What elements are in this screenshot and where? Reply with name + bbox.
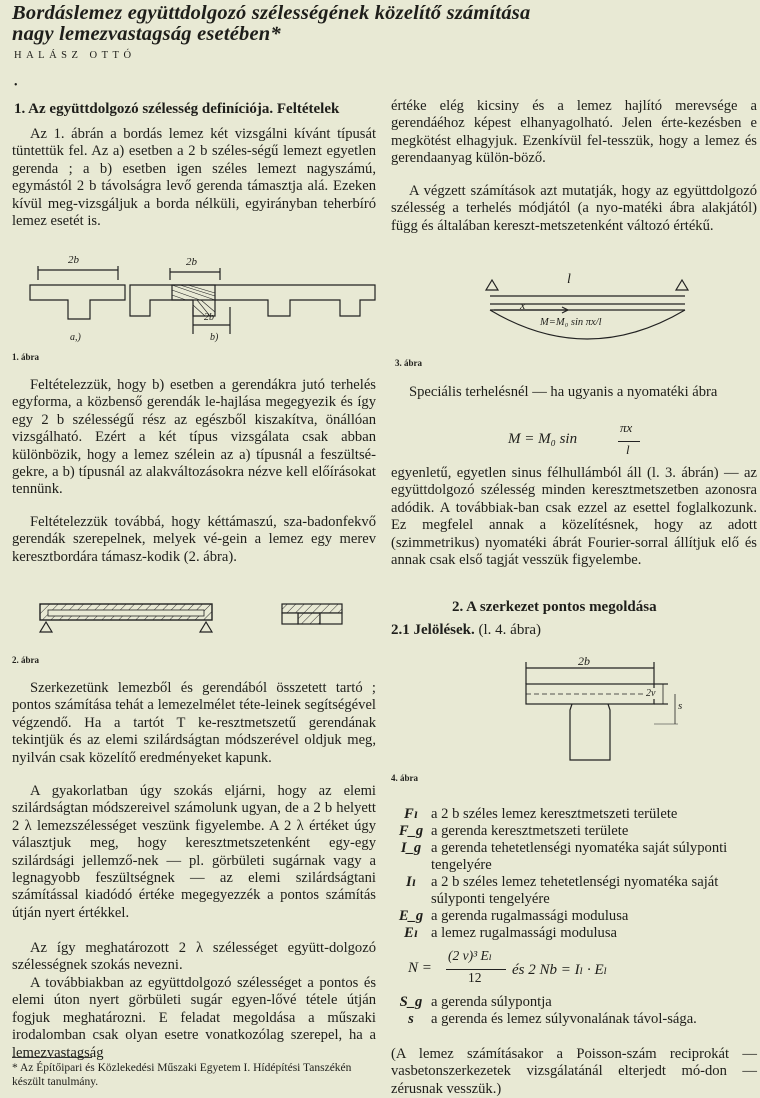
figure-2 [30, 598, 360, 642]
author: HALÁSZ OTTÓ [14, 50, 136, 61]
symbol-description: a lemez rugalmassági modulusa [431, 925, 618, 941]
fig4-label-2v: 2v [646, 688, 656, 699]
paragraph-9: A végzett számítások azt mutatják, hogy az együttdolgozó szélesség a terhelés módjától (a nyo-matéki ábra alakjától) függ és általában kereszt-metszetenként változó értékű. [391, 183, 757, 234]
figure-4-drawing [520, 654, 700, 770]
symbol-name: E_g [398, 908, 424, 924]
symbol-row [391, 994, 757, 1012]
paragraph-11: egyenletű, egyetlen sinus félhullámból áll (l. 3. ábrán) — az együttdolgozó szélesség minden keresztmetszetben azonosra adódik. A továbbiak-ban csak ezzel az esettel foglalkozunk. Ez megfelel annak a közelítésnek, hogy az adott (szimmetrikus) nyomatéki ábrát Fourier-sorral állítjuk elő és annak csak első tagját vesszük figyelembe. [391, 465, 757, 569]
symbol-name: I_g [400, 840, 422, 856]
figure-2-drawing [30, 598, 360, 642]
eq2-lhs: N = [408, 960, 432, 976]
symbol-description: a gerenda súlypontja [431, 994, 552, 1010]
section-2-heading: 2. A szerkezet pontos megoldása [452, 599, 657, 615]
title-line-1: Bordáslemez együttdolgozó szélességének közelítő számítása [12, 2, 531, 24]
symbol-description: a gerenda és lemez súlyvonalának távol-sága. [431, 1011, 697, 1027]
symbol-name: S_g [399, 994, 423, 1010]
fig1-label-2b-b: 2b [186, 256, 197, 268]
eq1-lhs: M = M₀ sin [508, 431, 578, 447]
symbol-row [391, 925, 757, 943]
figure-4-caption: 4. ábra [391, 773, 418, 783]
figure-3-caption: 3. ábra [395, 358, 422, 368]
symbol-description: a 2 b széles lemez tehetetlenségi nyomatéka saját súlyponti tengelyére [431, 874, 719, 907]
eq2-rest: és 2 Nb = Iₗ · Eₗ [512, 962, 608, 978]
fig1-label-2b-c: 2b [204, 312, 214, 323]
symbol-description: a 2 b széles lemez keresztmetszeti területe [431, 806, 678, 822]
symbol-row [391, 1011, 757, 1045]
footnote-rule [12, 1057, 92, 1058]
figure-1-caption: 1. ábra [12, 352, 39, 362]
equation-1 [508, 420, 668, 464]
figure-1 [10, 250, 380, 350]
figure-2-caption: 2. ábra [12, 655, 39, 665]
eq1-numerator: πx [620, 420, 633, 435]
symbol-name: Iₗ [406, 874, 416, 890]
symbol-name: Eₗ [404, 925, 418, 941]
fig4-label-2b: 2b [578, 654, 590, 668]
section-2-1-ref: (l. 4. ábra) [478, 622, 541, 638]
symbol-row [391, 908, 757, 926]
symbol-description: a gerenda tehetetlenségi nyomatéka saját súlyponti tengelyére [431, 840, 728, 873]
paragraph-6: Az így meghatározott 2 λ szélességet együtt-dolgozó szélességnek szokás nevezni. [12, 940, 376, 974]
section-2-1-heading [391, 622, 541, 639]
symbol-description: a gerenda rugalmassági modulusa [431, 908, 629, 924]
paragraph-3: Feltételezzük továbbá, hogy kéttámaszú, sza-badonfekvő gerendák szerepelnek, melyek vé-gein a lemez egy merev keresztbordára támasz-kodik (2. ábra). [12, 514, 376, 565]
paragraph-10: Speciális terhelésnél — ha ugyanis a nyomatéki ábra [409, 384, 718, 400]
symbol-name: s [408, 1011, 414, 1027]
symbol-row [391, 806, 757, 824]
paragraph-1: Az 1. ábrán a bordás lemez két vizsgálni kívánt típusát tüntettük fel. Az a) esetben a 2 b széles-ségű lemezt egyetlen gerenda ; a b) esetben igen széles lemezt nagyszámú, egymástól 2 b távolságra levő gerenda támasztja alá. Ezeken kívül meg-vizsgáljuk a borda nélküli, egyirányban teherbíró lemez esetét is. [12, 126, 376, 230]
symbol-row [391, 823, 757, 841]
paragraph-5: A gyakorlatban úgy szokás eljárni, hogy az elemi szilárdságtan módszereivel számolunk ugyan, de a 2 b helyett 2 λ lemezszélességet veszünk figyelembe. A 2 λ értéket úgy választjuk meg, hogy keresztmetszetenként egy-egy szilárdsági jellemző-nek — pl. görbületi sugárnak vagy a legnagyobb feszültségnek — az elemi szilárdságtani számítással kiadódó értéke megegyezzék a pontos számítás útján nyert értékkel. [12, 783, 376, 921]
eq2-numerator: (2 v)³ Eₗ [448, 948, 493, 963]
eq2-denominator: 12 [468, 970, 482, 985]
symbol-name: Fₗ [404, 806, 418, 822]
eq1-denominator: l [626, 442, 630, 457]
figure-3 [470, 272, 700, 352]
fig1-label-b: b) [210, 332, 219, 343]
fig4-label-s: s [678, 700, 683, 712]
title-line-2: nagy lemezvastagság esetében* [12, 23, 281, 45]
symbol-name: F_g [398, 823, 424, 839]
footnote: * Az Építőipari és Közlekedési Műszaki Egyetem I. Hídépítési Tanszékén készült tanulmány. [12, 1062, 352, 1088]
fig1-label-2b-a: 2b [68, 254, 79, 266]
figure-3-drawing [470, 272, 700, 352]
figure-4 [520, 654, 700, 770]
symbol-row [391, 840, 757, 874]
paragraph-7: A továbbiakban az együttdolgozó szélességet a pontos és elemi úton nyert görbületi sugár egyen-lővé tétele útján fogjuk meghatározni. E feladat megoldása a műszaki irodalomban csak olyan esetre vonatkozólag szerepel, ha a lemezvastagság [12, 975, 376, 1061]
section-2-1-title: 2.1 Jelölések. [391, 622, 475, 638]
paper-title [12, 3, 752, 45]
section-1-heading: 1. Az együttdolgozó szélesség definíciója. Feltételek [14, 101, 340, 117]
symbol-row [391, 874, 757, 908]
fig1-label-a: a,) [70, 332, 81, 343]
fig3-label-moment: M=M₀ sin πx/l [540, 317, 602, 328]
bullet-dot: • [14, 80, 18, 91]
fig3-label-l: l [567, 272, 571, 287]
equation-2 [408, 948, 748, 992]
symbol-description: a gerenda keresztmetszeti területe [431, 823, 629, 839]
fig3-label-x: x [520, 298, 526, 312]
paragraph-4: Szerkezetünk lemezből és gerendából összetett tartó ; pontos számítása tehát a lemezelmélet téte-leinek segítségével végzendő. Ha a tartót T ke-resztmetszetű gerendának tekintjük és az elemi szilárdságtan módszerével oldjuk meg, nyilván csak közelítő eredményeket kapunk. [12, 680, 376, 766]
paragraph-12: (A lemez számításakor a Poisson-szám reciprokát — vasbetonszerkezetek vizsgálatánál elterjedt mó-don — zérusnak vesszük.) [391, 1046, 757, 1097]
paragraph-2: Feltételezzük, hogy b) esetben a gerendákra jutó terhelés egyforma, a közbenső gerendák le-hajlása megegyezik és így egy 2 b szélességű rész az egészből kiszakítva, önállóan vizsgálható. Ezért a két típus vizsgálata csak abban különbözik, hogy a lemez szélein az a) típusnál a feszültsé-gekre, a b) típusnál az alakváltozásokra nézve kell előírásokat tennünk. [12, 377, 376, 498]
paragraph-8: értéke elég kicsiny és a lemez hajlító merevsége a gerendáéhoz képest elhanyagolható. Jelen érte-kezésben e megkötést elhagyjuk. Ezenkívül fel-tesszük, hogy a lemez és gerendaanyag külön-böző. [391, 98, 757, 167]
